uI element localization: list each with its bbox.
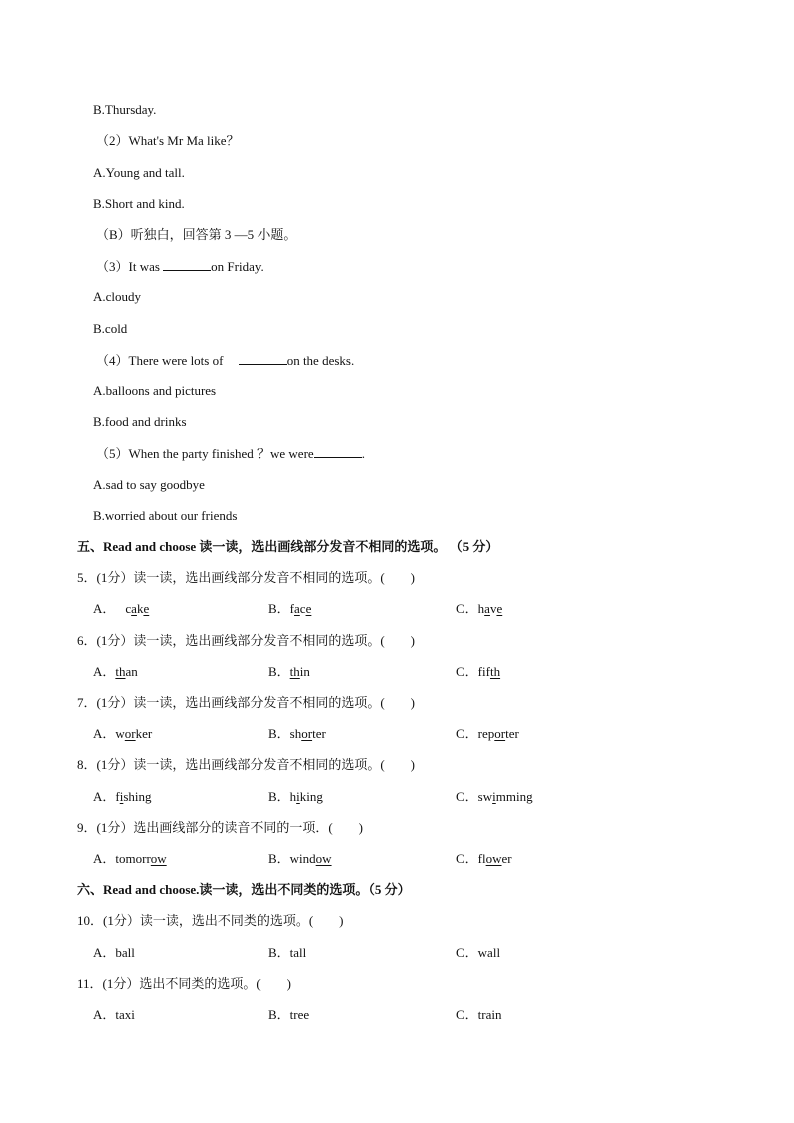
q10-choice-b[interactable]: B．tall bbox=[268, 945, 307, 960]
q6-choice-a[interactable] bbox=[93, 663, 138, 681]
choice-label: A． bbox=[93, 664, 116, 679]
word-part: ter bbox=[505, 726, 519, 741]
choice-label: A． bbox=[93, 601, 116, 616]
q11-choice-a[interactable]: A．taxi bbox=[93, 1007, 135, 1022]
answer-blank[interactable] bbox=[163, 257, 211, 271]
q9-choice-b[interactable] bbox=[268, 850, 332, 868]
word-part: h bbox=[477, 601, 485, 616]
section-5-heading: 五、Read and choose 读一读，选出画线部分发音不相同的选项。 （5 分） bbox=[77, 539, 499, 554]
q7-choice-b[interactable] bbox=[268, 725, 326, 743]
question-10-stem: 10．(1分）读一读，选出不同类的选项。( ) bbox=[77, 913, 344, 928]
q5-option-b: B.worried about our friends bbox=[93, 508, 238, 523]
underlined-letters: e bbox=[143, 601, 150, 616]
section-6-heading: 六、Read and choose.读一读，选出不同类的选项。（5 分） bbox=[77, 882, 411, 897]
underlined-letters: or bbox=[124, 726, 136, 741]
word-part: k bbox=[136, 601, 144, 616]
underlined-letters: a bbox=[131, 601, 137, 616]
underlined-letters: th bbox=[489, 664, 501, 679]
q5-stem-before: （5）When the party finished ？we were bbox=[96, 446, 314, 461]
q2-option-a: A.Young and tall. bbox=[93, 165, 185, 180]
q5-option-a: A.sad to say goodbye bbox=[93, 477, 205, 492]
q6-choice-c[interactable] bbox=[456, 663, 500, 681]
q8-choice-c[interactable] bbox=[456, 788, 533, 806]
choice-label: B． bbox=[268, 789, 290, 804]
underlined-letters: ow bbox=[150, 851, 167, 866]
q8-choice-b[interactable] bbox=[268, 788, 323, 806]
q5-choice-b[interactable] bbox=[268, 600, 311, 618]
choice-label: B． bbox=[268, 851, 290, 866]
word-part: w bbox=[115, 726, 125, 741]
word-part: tomorr bbox=[115, 851, 151, 866]
question-11-stem: 11．(1分）选出不同类的选项。( ) bbox=[77, 976, 292, 991]
choice-label: B． bbox=[268, 601, 290, 616]
underlined-letters: i bbox=[296, 789, 300, 804]
underlined-letters: th bbox=[115, 664, 126, 679]
underlined-letters: a bbox=[484, 601, 490, 616]
underlined-letters: i bbox=[119, 789, 124, 804]
q3-stem-before: （3）It was bbox=[96, 259, 164, 274]
choice-label: C． bbox=[456, 851, 478, 866]
question-7-stem: 7．(1分）读一读，选出画线部分发音不相同的选项。( ) bbox=[77, 695, 415, 710]
choice-label: A． bbox=[93, 789, 116, 804]
underlined-letters: e bbox=[496, 601, 503, 616]
q3-option-a: A.cloudy bbox=[93, 289, 142, 304]
q3-stem bbox=[96, 257, 264, 275]
question-9-stem: 9．(1分）选出画线部分的读音不同的一项．( ) bbox=[77, 820, 363, 835]
choice-label: B． bbox=[268, 664, 290, 679]
q5-choice-a[interactable] bbox=[93, 600, 149, 618]
q5-stem bbox=[96, 444, 365, 462]
underlined-letters: e bbox=[305, 601, 312, 616]
word-part: rep bbox=[477, 726, 495, 741]
q11-choice-b[interactable]: B．tree bbox=[268, 1007, 310, 1022]
q5-choice-c[interactable] bbox=[456, 600, 502, 618]
answer-blank[interactable] bbox=[314, 444, 362, 458]
q3-option-b: B.cold bbox=[93, 321, 128, 336]
q3-stem-after: on Friday. bbox=[211, 259, 264, 274]
choice-label: B． bbox=[268, 726, 290, 741]
part-b-instruction: （B）听独白，回答第 3 —5 小题。 bbox=[96, 227, 297, 242]
word-part: mming bbox=[495, 789, 533, 804]
underlined-letters: or bbox=[494, 726, 506, 741]
word-part: c bbox=[125, 601, 132, 616]
q11-choice-c[interactable]: C．train bbox=[456, 1007, 502, 1022]
underlined-letters: i bbox=[492, 789, 496, 804]
choice-label: C． bbox=[456, 789, 478, 804]
q9-choice-a[interactable] bbox=[93, 850, 167, 868]
word-part: f bbox=[115, 789, 120, 804]
word-part: h bbox=[289, 789, 297, 804]
underlined-letters: ow bbox=[315, 851, 332, 866]
question-5-stem: 5．(1分）读一读，选出画线部分发音不相同的选项。( ) bbox=[77, 570, 415, 585]
word-part: er bbox=[501, 851, 512, 866]
q6-choice-b[interactable] bbox=[268, 663, 310, 681]
q4-stem-before: （4）There were lots of bbox=[96, 353, 227, 368]
q4-stem-after: on the desks. bbox=[286, 353, 355, 368]
choice-label: C． bbox=[456, 601, 478, 616]
underlined-letters: a bbox=[294, 601, 300, 616]
q4-option-a: A.balloons and pictures bbox=[93, 383, 217, 398]
word-part: in bbox=[299, 664, 310, 679]
word-part: wind bbox=[289, 851, 316, 866]
word-part: king bbox=[299, 789, 323, 804]
q5-stem-after: . bbox=[361, 446, 365, 461]
q7-choice-a[interactable] bbox=[93, 725, 152, 743]
choice-label: C． bbox=[456, 664, 478, 679]
q2-option-b: B.Short and kind. bbox=[93, 196, 185, 211]
choice-label: C． bbox=[456, 726, 478, 741]
underlined-letters: or bbox=[301, 726, 313, 741]
word-part: sw bbox=[477, 789, 493, 804]
underlined-letters: ow bbox=[485, 851, 502, 866]
word-part: fif bbox=[477, 664, 490, 679]
underlined-letters: th bbox=[289, 664, 300, 679]
word-part: c bbox=[299, 601, 306, 616]
q10-choice-a[interactable]: A．ball bbox=[93, 945, 135, 960]
q2-stem: （2）What's Mr Ma like？ bbox=[96, 133, 240, 148]
q4-stem bbox=[96, 351, 354, 369]
q8-choice-a[interactable] bbox=[93, 788, 152, 806]
word-part: ter bbox=[312, 726, 326, 741]
q9-choice-c[interactable] bbox=[456, 850, 512, 868]
choice-label: A． bbox=[93, 851, 116, 866]
word-part: fl bbox=[477, 851, 486, 866]
answer-blank[interactable] bbox=[239, 351, 287, 365]
q10-choice-c[interactable]: C．wall bbox=[456, 945, 501, 960]
word-part: sh bbox=[289, 726, 302, 741]
q4-option-b: B.food and drinks bbox=[93, 414, 187, 429]
word-part: ker bbox=[135, 726, 153, 741]
q7-choice-c[interactable] bbox=[456, 725, 519, 743]
word-part: an bbox=[125, 664, 138, 679]
choice-label: A． bbox=[93, 726, 116, 741]
word-part: v bbox=[489, 601, 497, 616]
word-part: shing bbox=[123, 789, 152, 804]
question-6-stem: 6．(1分）读一读，选出画线部分发音不相同的选项。( ) bbox=[77, 633, 415, 648]
question-8-stem: 8．(1分）读一读，选出画线部分发音不相同的选项。( ) bbox=[77, 757, 415, 772]
word-part: f bbox=[289, 601, 295, 616]
q1-option-b: B.Thursday. bbox=[93, 102, 157, 117]
